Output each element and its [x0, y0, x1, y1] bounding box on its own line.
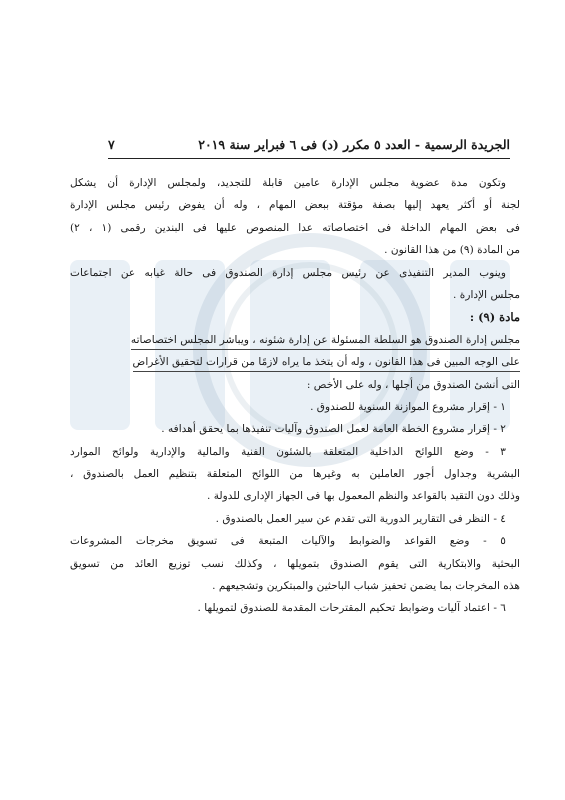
list-item: ٣ - وضع اللوائح الداخلية المتعلقة بالشئون الفنية والمالية والإدارية ولوائح الموارد	[70, 445, 506, 458]
article-line-text: مجلس إدارة الصندوق هو السلطة المسئولة عن إدارة شئونه ، ويباشر المجلس اختصاصاته	[131, 331, 520, 350]
list-item-continued: هذه المخرجات بما يضمن تحفيز شباب الباحثين والمبتكرين وتشجيعهم .	[212, 580, 520, 593]
article-line	[70, 329, 520, 351]
body-line: مجلس الإدارة .	[453, 288, 520, 301]
article-line-text: على الوجه المبين فى هذا القانون ، وله أن يتخذ ما يراه لازمًا من قرارات لتحقيق الأغراض	[133, 353, 520, 372]
body-line: من المادة (٩) من هذا القانون .	[384, 244, 520, 257]
article-heading: مادة (٩) :	[469, 310, 520, 325]
list-item-continued: البشرية وجداول أجور العاملين به وغيرها من اللوائح المتعلقة بتنظيم العمل بالصندوق ،	[70, 468, 520, 481]
document-body	[70, 172, 520, 620]
body-line: فى بعض المهام الداخلة فى اختصاصاته عدا المنصوص عليها فى البندين رقمى (١ ، ٢)	[70, 221, 520, 234]
header-title: الجريدة الرسمية - العدد ٥ مكرر (د) فى ٦ فبراير سنة ٢٠١٩	[198, 136, 510, 152]
list-item: ٢ - إقرار مشروع الخطة العامة لعمل الصندوق وآليات تنفيذها بما يحقق أهدافه .	[161, 423, 506, 436]
header-divider	[108, 158, 510, 159]
page-header	[108, 133, 510, 155]
page-number: ٧	[108, 136, 115, 152]
list-item-continued: وذلك دون التقيد بالقواعد والنظم المعمول بها فى الجهاز الإدارى للدولة .	[206, 490, 520, 503]
article-line: التى أنشئ الصندوق من أجلها ، وله على الأخص :	[306, 378, 520, 391]
list-item-continued: البحثية والابتكارية التى يقوم الصندوق بتمويلها ، وكذلك نسب توزيع العائد من تسويق	[70, 557, 520, 570]
list-item: ٥ - وضع القواعد والضوابط والآليات المتبعة فى تسويق مخرجات المشروعات	[70, 535, 506, 548]
list-item: ٦ - اعتماد آليات وضوابط تحكيم المقترحات المقدمة للصندوق لتمويلها .	[197, 602, 506, 615]
list-item: ٤ - النظر فى التقارير الدورية التى تقدم عن سير العمل بالصندوق .	[215, 512, 506, 525]
body-line: لجنة أو أكثر يعهد إليها بصفة مؤقتة ببعض المهام ، وله أن يفوض رئيس مجلس الإدارة	[70, 199, 520, 212]
body-line: وينوب المدير التنفيذى عن رئيس مجلس إدارة الصندوق فى حالة غيابه عن اجتماعات	[70, 266, 506, 279]
list-item: ١ - إقرار مشروع الموازنة السنوية للصندوق .	[310, 400, 506, 413]
body-line: وتكون مدة عضوية مجلس الإدارة عامين قابلة للتجديد، ولمجلس الإدارة أن يشكل	[70, 177, 506, 189]
article-line	[70, 351, 520, 373]
